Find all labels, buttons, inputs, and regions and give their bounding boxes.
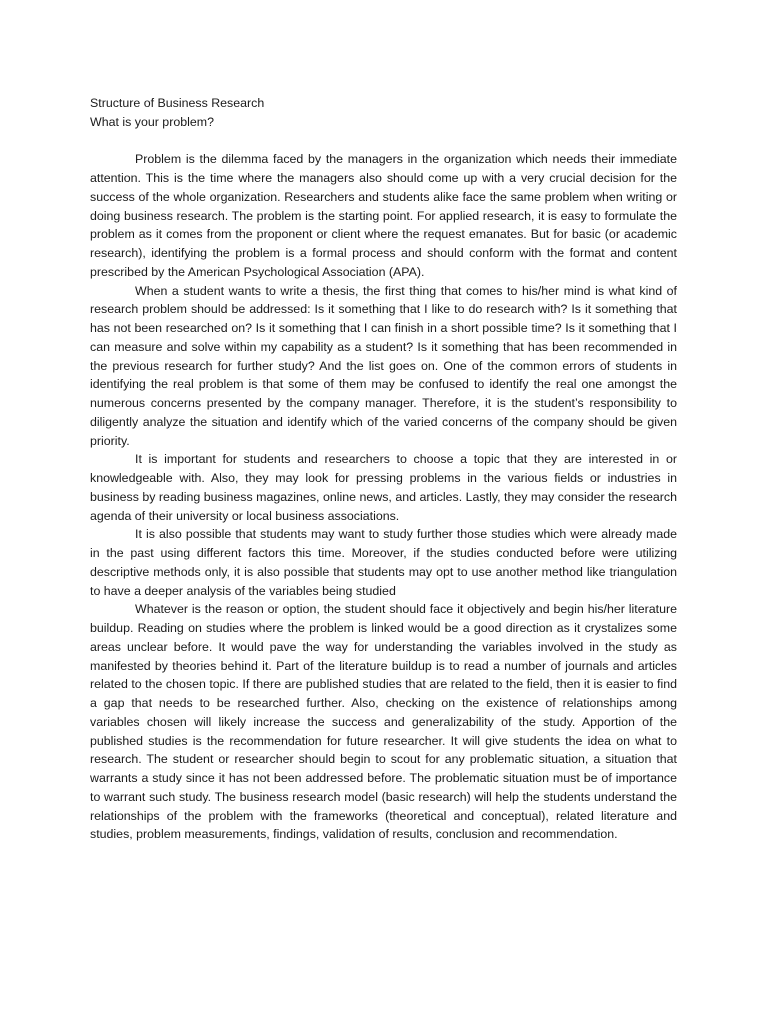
- paragraph-literature-buildup: Whatever is the reason or option, the student should face it objectively and begin his/her literature buildup. Reading on studies where the problem is linked would be a good direction as it crystalizes some areas unclear before. It would pave the way for understanding the variables involved in the study as manifested by theories behind it. Part of the literature buildup is to read a number of journals and articles related to the chosen topic. If there are published studies that are related to the field, then it is easier to find a gap that needs to be researched further. Also, checking on the existence of relationships among variables chosen will likely increase the success and generalizability of the study. Apportion of the published studies is the recommendation for future researcher. It will give students the idea on what to research. The student or researcher should begin to scout for any problematic situation, a situation that warrants a study since it has not been addressed before. The problematic situation must be of importance to warrant such study. The business research model (basic research) will help the students understand the relationships of the problem with the frameworks (theoretical and conceptual), related literature and studies, problem measurements, findings, validation of results, conclusion and recommendation.: [90, 602, 677, 842]
- paragraph-further-studies: It is also possible that students may want to study further those studies which were already made in the past using different factors this time. Moreover, if the studies conducted before were utilizing descriptive methods only, it is also possible that students may opt to use another method like triangulation to have a deeper analysis of the variables being studied: [90, 527, 677, 598]
- document-subtitle: What is your problem?: [90, 114, 214, 129]
- paragraph-problem-definition: Problem is the dilemma faced by the managers in the organization which needs their immediate attention. This is the time where the managers also should come up with a very crucial decision for the success of the whole organization. Researchers and students alike face the same problem when writing or doing business research. The problem is the starting point. For applied research, it is easy to formulate the problem as it comes from the proponent or client where the request emanates. But for basic (or academic research), identifying the problem is a formal process and should conform with the format and content prescribed by the American Psychological Association (APA).: [90, 152, 677, 279]
- blank-line: [90, 132, 677, 151]
- paragraph-thesis-problem: When a student wants to write a thesis, the first thing that comes to his/her mind is what kind of research problem should be addressed: Is it something that I like to do research with? Is it something that has not been researched on? Is it something that I can finish in a short possible time? Is it something that I can measure and solve within my capability as a student? Is it something that has been recommended in the previous research for further study? And the list goes on. One of the common errors of students in identifying the real problem is that some of them may be confused to identify the real one amongst the numerous concerns presented by the company manager. Therefore, it is the student’s responsibility to diligently analyze the situation and identify which of the varied concerns of the company should be given priority.: [90, 283, 677, 448]
- document-title: Structure of Business Research: [90, 96, 265, 110]
- paragraph-choosing-topic: It is important for students and researchers to choose a topic that they are interested in or knowledgeable with. Also, they may look for pressing problems in the various fields or industries in business by reading business magazines, online news, and articles. Lastly, they may consider the research agenda of their university or local business associations.: [90, 452, 677, 523]
- document-page: [90, 94, 677, 844]
